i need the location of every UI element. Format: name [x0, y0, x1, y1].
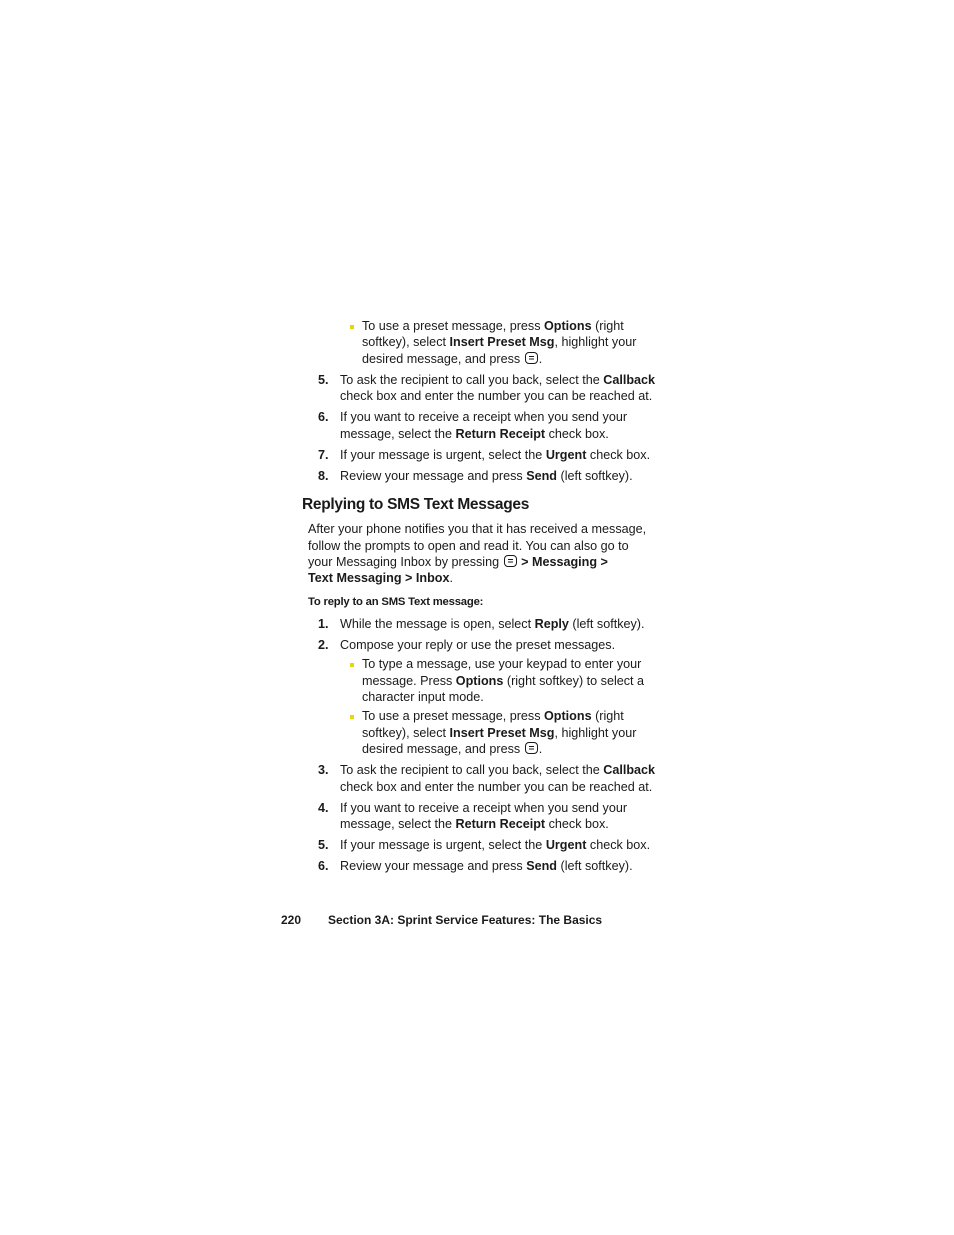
step-line: message, select the Return Receipt check box.	[340, 817, 609, 831]
step-line: If you want to receive a receipt when you send your	[340, 410, 628, 424]
step-line: If you want to receive a receipt when you send your	[340, 801, 628, 815]
bullet-marker	[350, 663, 354, 667]
step-line: To ask the recipient to call you back, select the Callback	[340, 373, 656, 387]
step-line: To ask the recipient to call you back, select the Callback	[340, 763, 656, 777]
menu-ok-key-icon	[504, 555, 517, 567]
bullet-line: softkey), select Insert Preset Msg, highlight your	[362, 726, 637, 740]
step-line: check box and enter the number you can be reached at.	[340, 780, 653, 794]
bullet-line: softkey), select Insert Preset Msg, highlight your	[362, 335, 637, 349]
step-number: 7.	[318, 448, 329, 462]
bullet-marker	[350, 715, 354, 719]
step-number: 8.	[318, 469, 329, 483]
step-number: 2.	[318, 638, 329, 652]
page-number: 220	[281, 913, 302, 927]
menu-ok-key-icon	[525, 742, 538, 754]
bullet-line: message. Press Options (right softkey) to select a	[362, 674, 645, 688]
intro-line: your Messaging Inbox by pressing > Messaging >	[308, 555, 608, 569]
bullet-line: character input mode.	[362, 690, 484, 704]
step-line: Compose your reply or use the preset messages.	[340, 638, 616, 652]
step-line: Review your message and press Send (left softkey).	[340, 859, 633, 873]
step-number: 1.	[318, 617, 329, 631]
step-number: 4.	[318, 801, 329, 815]
bullet-line: To use a preset message, press Options (right	[362, 319, 624, 333]
bullet-line: desired message, and press .	[362, 742, 543, 756]
step-line: If your message is urgent, select the Urgent check box.	[340, 448, 651, 462]
step-number: 5.	[318, 838, 329, 852]
footer-section-title: Section 3A: Sprint Service Features: The Basics	[328, 913, 603, 927]
bullet-line: To use a preset message, press Options (right	[362, 709, 624, 723]
intro-line: follow the prompts to open and read it. You can also go to	[308, 539, 629, 553]
bullet-marker	[350, 325, 354, 329]
intro-line: Text Messaging > Inbox.	[308, 571, 453, 585]
step-number: 3.	[318, 763, 329, 777]
bullet-line: desired message, and press .	[362, 352, 543, 366]
step-number: 6.	[318, 859, 329, 873]
step-number: 5.	[318, 373, 329, 387]
step-line: check box and enter the number you can be reached at.	[340, 389, 653, 403]
section-heading: Replying to SMS Text Messages	[302, 496, 530, 513]
step-line: Review your message and press Send (left softkey).	[340, 469, 633, 483]
intro-line: After your phone notifies you that it has received a message,	[308, 522, 647, 536]
step-line: message, select the Return Receipt check box.	[340, 427, 609, 441]
bullet-line: To type a message, use your keypad to enter your	[362, 657, 642, 671]
procedure-subheading: To reply to an SMS Text message:	[308, 596, 484, 608]
step-line: If your message is urgent, select the Urgent check box.	[340, 838, 651, 852]
step-line: While the message is open, select Reply (left softkey).	[340, 617, 645, 631]
step-number: 6.	[318, 410, 329, 424]
menu-ok-key-icon	[525, 352, 538, 364]
